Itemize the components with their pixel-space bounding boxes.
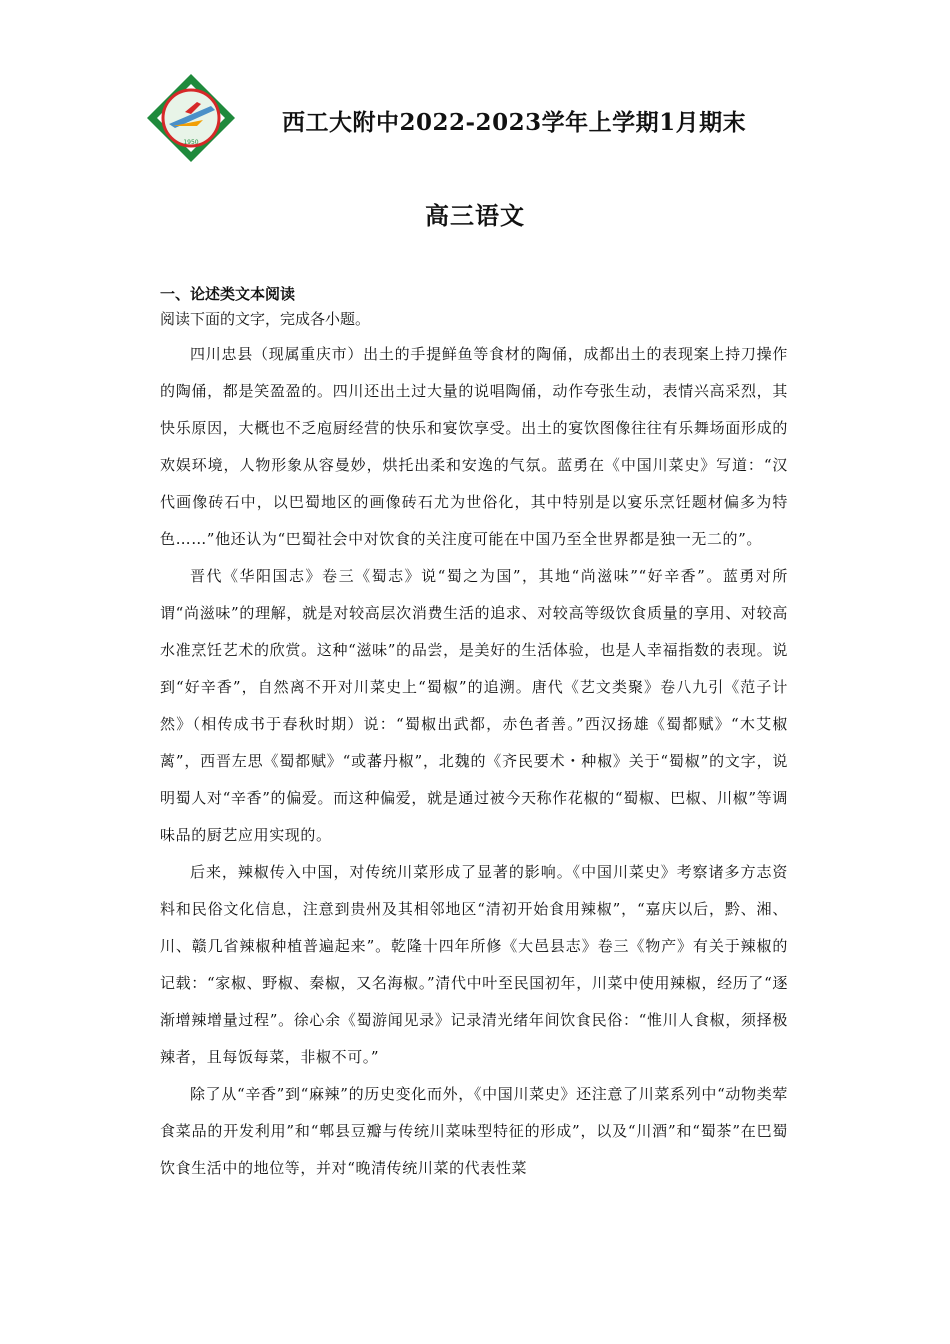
passage-paragraph-2: 晋代《华阳国志》卷三《蜀志》说“蜀之为国”，其地“尚滋味”“好辛香”。蓝勇对所谓“尚滋味”的理解，就是对较高层次消费生活的追求、对较高等级饮食质量的享用、对较高水准烹饪艺术的欣赏。这种“滋味”的品尝，是美好的生活体验，也是人幸福指数的表现。说到“好辛香”，自然离不开对川菜史上“蜀椒”的追溯。唐代《艺文类聚》卷八九引《范子计然》（相传成书于春秋时期）说：“蜀椒出武都，赤色者善。”西汉扬雄《蜀都赋》“木艾椒蓠”，西晋左思《蜀都赋》“或蕃丹椒”，北魏的《齐民要术・种椒》关于“蜀椒”的文字，说明蜀人对“辛香”的偏爱。而这种偏爱，就是通过被今天称作花椒的“蜀椒、巴椒、川椒”等调味品的厨艺应用实现的。 (160, 567, 788, 844)
passage-paragraph-3: 后来，辣椒传入中国，对传统川菜形成了显著的影响。《中国川菜史》考察诸多方志资料和民俗文化信息，注意到贵州及其相邻地区“清初开始食用辣椒”，“嘉庆以后，黔、湘、川、赣几省辣椒种植普遍起来”。乾隆十四年所修《大邑县志》卷三《物产》有关于辣椒的记载：“家椒、野椒、秦椒，又名海椒。”清代中叶至民国初年，川菜中使用辣椒，经历了“逐渐增辣增量过程”。徐心余《蜀游闻见录》记录清光绪年间饮食民俗：“惟川人食椒，须择极辣者，且每饭每菜，非椒不可。” (160, 863, 788, 1066)
passage-paragraph-1: 四川忠县（现属重庆市）出土的手提鲜鱼等食材的陶俑，成都出土的表现案上持刀操作的陶俑，都是笑盈盈的。四川还出土过大量的说唱陶俑，动作夸张生动，表情兴高采烈，其快乐原因，大概也不乏庖厨经营的快乐和宴饮享受。出土的宴饮图像往往有乐舞场面形成的欢娱环境，人物形象从容曼妙，烘托出柔和安逸的气氛。蓝勇在《中国川菜史》写道：“汉代画像砖石中，以巴蜀地区的画像砖石尤为世俗化，其中特别是以宴乐烹饪题材偏多为特色……”他还认为“巴蜀社会中对饮食的关注度可能在中国乃至全世界都是独一无二的”。 (160, 345, 788, 548)
reading-passage (160, 336, 788, 1187)
section-instruction: 阅读下面的文字，完成各小题。 (160, 310, 371, 328)
school-emblem-icon (145, 72, 237, 164)
subject-title: 高三语文 (425, 201, 525, 230)
passage-paragraph-4: 除了从“辛香”到“麻辣”的历史变化而外，《中国川菜史》还注意了川菜系列中“动物类荤食菜品的开发利用”和“郫县豆瓣与传统川菜味型特征的形成”，以及“川酒”和“蜀茶”在巴蜀饮食生活中的地位等，并对“晚清传统川菜的代表性菜 (160, 1085, 788, 1177)
page-title: 西工大附中2022-2023学年上学期1月期末 (282, 109, 747, 136)
section-heading: 一、论述类文本阅读 (160, 285, 296, 303)
svg-text:1950: 1950 (183, 139, 199, 146)
